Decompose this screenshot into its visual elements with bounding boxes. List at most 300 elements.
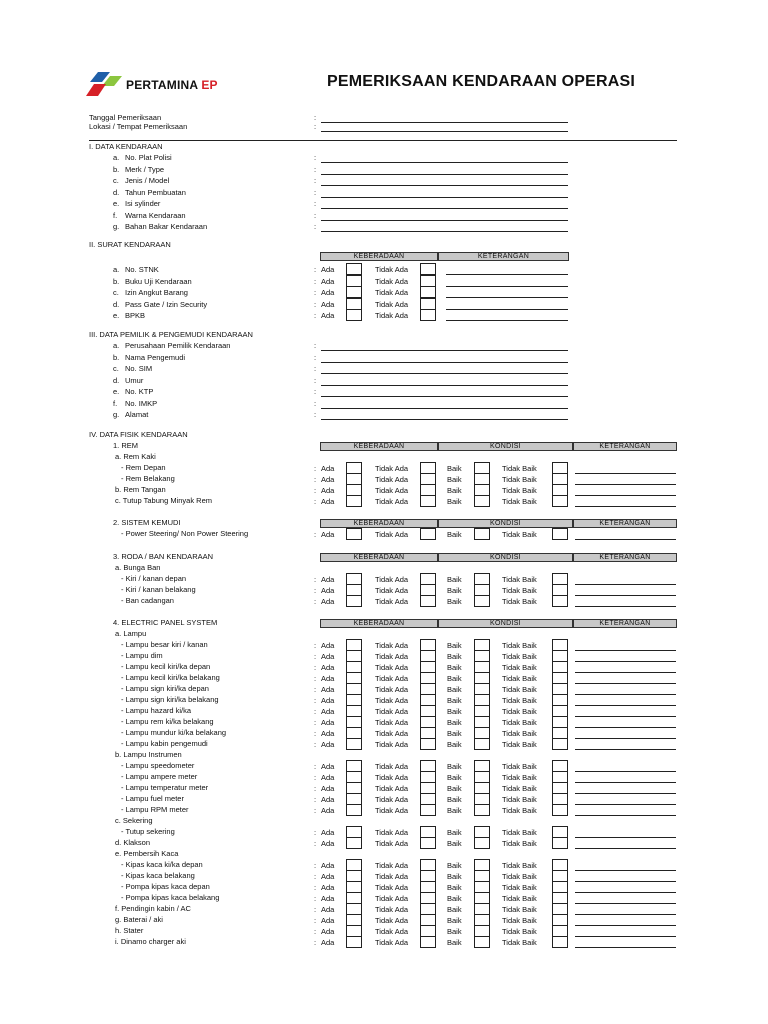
field-letter: c. [113,364,119,373]
option-tidak-ada: Tidak Ada [375,685,409,694]
option-baik: Baik [447,795,462,804]
colon: : [314,740,317,749]
keterangan-line[interactable] [575,848,676,849]
section-title-data-fisik: IV. DATA FISIK KENDARAAN [89,430,188,439]
field-input-line[interactable] [321,362,568,363]
option-tidak-ada: Tidak Ada [375,828,409,837]
sub-item-label: - Lampu fuel meter [121,794,184,803]
field-input-line[interactable] [321,185,568,186]
item-label: h. Stater [115,926,144,935]
option-baik: Baik [447,927,462,936]
option-ada: Ada [321,641,335,650]
checkbox-baik[interactable] [474,528,490,540]
header-keberadaan: KEBERADAAN [320,442,438,451]
field-input-line[interactable] [321,396,568,397]
option-ada: Ada [321,497,335,506]
sub-item-label: - Lampu kabin pengemudi [121,739,208,748]
colon: : [314,861,317,870]
option-tidak-baik: Tidak Baik [502,663,537,672]
field-label: Izin Angkut Barang [125,288,188,297]
keterangan-line[interactable] [575,727,676,728]
divider [89,140,677,141]
keterangan-line[interactable] [575,539,676,540]
item-label: c. Tutup Tabung Minyak Rem [115,496,212,505]
option-ada: Ada [321,265,335,274]
option-tidak-ada: Tidak Ada [375,265,409,274]
section-title-data-pemilik: III. DATA PEMILIK & PENGEMUDI KENDARAAN [89,330,253,339]
option-tidak-baik: Tidak Baik [502,641,537,650]
option-ada: Ada [321,718,335,727]
keterangan-line[interactable] [575,705,676,706]
sub-item-label: - Lampu hazard ki/ka [121,706,192,715]
option-baik: Baik [447,916,462,925]
option-baik: Baik [447,497,462,506]
colon: : [314,199,317,208]
option-tidak-baik: Tidak Baik [502,861,537,870]
checkbox-tidak-ada[interactable] [420,286,436,298]
colon: : [314,222,317,231]
field-label: No. KTP [125,387,154,396]
option-baik: Baik [447,486,462,495]
keterangan-line[interactable] [575,771,676,772]
option-tidak-baik: Tidak Baik [502,806,537,815]
colon: : [314,311,317,320]
option-baik: Baik [447,674,462,683]
field-label: No. SIM [125,364,153,373]
field-input-line[interactable] [321,350,568,351]
checkbox-tidak-baik[interactable] [552,738,568,750]
colon: : [314,210,317,220]
option-ada: Ada [321,464,335,473]
option-ada: Ada [321,475,335,484]
keterangan-line[interactable] [446,274,568,275]
option-baik: Baik [447,597,462,606]
option-tidak-baik: Tidak Baik [502,773,537,782]
keterangan-line[interactable] [446,297,568,298]
colon: : [314,795,317,804]
option-tidak-baik: Tidak Baik [502,839,537,848]
sub-item-label: - Lampu sign kiri/ka belakang [121,695,219,704]
field-input-line[interactable] [321,122,568,123]
option-tidak-ada: Tidak Ada [375,806,409,815]
colon: : [314,387,317,396]
checkbox-baik[interactable] [474,595,490,607]
checkbox-tidak-baik[interactable] [552,528,568,540]
checkbox-ada[interactable] [346,275,362,287]
field-letter: d. [113,299,120,309]
checkbox-ada[interactable] [346,837,362,849]
option-ada: Ada [321,795,335,804]
option-tidak-baik: Tidak Baik [502,795,537,804]
keterangan-line[interactable] [575,903,676,904]
keterangan-line[interactable] [575,914,676,915]
option-tidak-baik: Tidak Baik [502,497,537,506]
option-tidak-ada: Tidak Ada [375,861,409,870]
option-ada: Ada [321,729,335,738]
checkbox-ada[interactable] [346,263,362,275]
option-ada: Ada [321,861,335,870]
option-tidak-ada: Tidak Ada [375,795,409,804]
colon: : [314,839,317,848]
checkbox-ada[interactable] [346,286,362,298]
checkbox-tidak-baik[interactable] [552,837,568,849]
colon: : [314,685,317,694]
header-kondisi: KONDISI [438,553,573,562]
checkbox-tidak-ada[interactable] [420,595,436,607]
option-tidak-ada: Tidak Ada [375,597,409,606]
option-tidak-ada: Tidak Ada [375,707,409,716]
top-field-label: Lokasi / Tempat Pemeriksaan [89,122,188,131]
option-baik: Baik [447,696,462,705]
option-ada: Ada [321,894,335,903]
logo-text [126,78,218,92]
option-tidak-baik: Tidak Baik [502,674,537,683]
option-ada: Ada [321,740,335,749]
sub-item-label: - Power Steering/ Non Power Steering [121,529,249,538]
keterangan-line[interactable] [575,650,676,651]
option-tidak-ada: Tidak Ada [375,497,409,506]
option-ada: Ada [321,311,335,320]
field-input-line[interactable] [321,419,568,420]
option-tidak-ada: Tidak Ada [375,718,409,727]
option-baik: Baik [447,740,462,749]
item-label: b. Rem Tangan [115,485,166,494]
option-ada: Ada [321,872,335,881]
field-label: Bahan Bakar Kendaraan [125,222,208,231]
option-baik: Baik [447,773,462,782]
field-label: Merk / Type [125,164,165,174]
keterangan-line[interactable] [575,870,676,871]
group-title: 1. REM [113,441,139,450]
sub-item-label: - Ban cadangan [121,596,174,605]
option-ada: Ada [321,288,335,297]
option-baik: Baik [447,718,462,727]
keterangan-line[interactable] [575,881,676,882]
colon: : [314,299,317,309]
option-tidak-ada: Tidak Ada [375,663,409,672]
checkbox-baik[interactable] [474,936,490,948]
checkbox-ada[interactable] [346,738,362,750]
colon: : [314,905,317,914]
checkbox-ada[interactable] [346,298,362,310]
field-label: Nama Pengemudi [125,352,186,362]
checkbox-tidak-ada[interactable] [420,936,436,948]
option-tidak-baik: Tidak Baik [502,784,537,793]
sub-item-label: - Kipas kaca ki/ka depan [121,860,203,869]
keterangan-line[interactable] [575,837,676,838]
checkbox-tidak-baik[interactable] [552,936,568,948]
option-baik: Baik [447,861,462,870]
option-baik: Baik [447,707,462,716]
checkbox-tidak-baik[interactable] [552,804,568,816]
sub-item-label: - Pompa kipas kaca depan [121,882,210,891]
option-tidak-ada: Tidak Ada [375,696,409,705]
checkbox-tidak-ada[interactable] [420,738,436,750]
colon: : [314,729,317,738]
keterangan-line[interactable] [575,782,676,783]
keterangan-line[interactable] [575,738,676,739]
item-label: d. Klakson [115,838,151,847]
field-letter: b. [113,164,120,174]
colon: : [314,894,317,903]
colon: : [314,164,317,174]
field-label: No. STNK [125,265,159,274]
option-ada: Ada [321,486,335,495]
field-label: BPKB [125,311,146,320]
option-tidak-ada: Tidak Ada [375,276,409,286]
keterangan-line[interactable] [575,683,676,684]
field-input-line[interactable] [321,197,568,198]
keterangan-line[interactable] [575,793,676,794]
option-tidak-ada: Tidak Ada [375,905,409,914]
option-ada: Ada [321,927,335,936]
checkbox-baik[interactable] [474,738,490,750]
sub-item-label: - Rem Depan [121,463,166,472]
keterangan-line[interactable] [575,925,676,926]
checkbox-ada[interactable] [346,804,362,816]
checkbox-ada[interactable] [346,595,362,607]
option-ada: Ada [321,663,335,672]
option-baik: Baik [447,729,462,738]
keterangan-line[interactable] [575,584,676,585]
option-tidak-baik: Tidak Baik [502,905,537,914]
field-label: Pass Gate / Izin Security [125,299,208,309]
keterangan-line[interactable] [575,716,676,717]
page-title: PEMERIKSAAN KENDARAAN OPERASI [327,73,636,90]
keterangan-line[interactable] [446,309,568,310]
option-tidak-baik: Tidak Baik [502,762,537,771]
option-baik: Baik [447,762,462,771]
checkbox-ada[interactable] [346,309,362,321]
header-keterangan: KETERANGAN [573,619,677,628]
colon: : [314,497,317,506]
option-ada: Ada [321,938,335,947]
sub-item-label: - Lampu temperatur meter [121,783,209,792]
colon: : [314,153,317,162]
keterangan-line[interactable] [575,749,676,750]
colon: : [314,475,317,484]
option-tidak-ada: Tidak Ada [375,784,409,793]
keterangan-line[interactable] [575,947,676,948]
checkbox-tidak-ada[interactable] [420,804,436,816]
option-tidak-baik: Tidak Baik [502,894,537,903]
keterangan-line[interactable] [575,694,676,695]
option-baik: Baik [447,894,462,903]
field-input-line[interactable] [321,408,568,409]
option-ada: Ada [321,762,335,771]
option-tidak-ada: Tidak Ada [375,288,409,297]
option-tidak-baik: Tidak Baik [502,916,537,925]
checkbox-tidak-ada[interactable] [420,837,436,849]
field-label: Perusahaan Pemilik Kendaraan [125,341,231,350]
item-label: f. Pendingin kabin / AC [115,904,191,913]
checkbox-tidak-ada[interactable] [420,528,436,540]
item-label: a. Rem Kaki [115,452,156,461]
colon: : [314,288,317,297]
field-label: Tahun Pembuatan [125,187,186,197]
colon: : [314,927,317,936]
option-baik: Baik [447,641,462,650]
field-letter: b. [113,352,120,362]
option-ada: Ada [321,905,335,914]
option-tidak-baik: Tidak Baik [502,486,537,495]
sub-item-label: - Pompa kipas kaca belakang [121,893,220,902]
option-tidak-ada: Tidak Ada [375,839,409,848]
group-title: 2. SISTEM KEMUDI [113,518,181,527]
colon: : [314,663,317,672]
keterangan-line[interactable] [575,672,676,673]
option-baik: Baik [447,575,462,584]
option-tidak-baik: Tidak Baik [502,828,537,837]
colon: : [314,375,317,385]
colon: : [314,773,317,782]
field-input-line[interactable] [321,131,568,132]
field-input-line[interactable] [321,208,568,209]
keterangan-line[interactable] [575,595,676,596]
option-baik: Baik [447,685,462,694]
colon: : [314,122,317,131]
field-letter: d. [113,187,120,197]
option-ada: Ada [321,685,335,694]
colon: : [314,530,317,539]
colon: : [314,674,317,683]
option-baik: Baik [447,464,462,473]
option-ada: Ada [321,276,335,286]
field-letter: c. [113,176,119,185]
option-tidak-ada: Tidak Ada [375,641,409,650]
field-input-line[interactable] [321,220,568,221]
checkbox-tidak-ada[interactable] [420,263,436,275]
checkbox-tidak-ada[interactable] [420,495,436,507]
option-tidak-ada: Tidak Ada [375,883,409,892]
checkbox-ada[interactable] [346,936,362,948]
checkbox-tidak-ada[interactable] [420,298,436,310]
keterangan-line[interactable] [575,606,676,607]
checkbox-tidak-baik[interactable] [552,595,568,607]
keterangan-line[interactable] [575,473,676,474]
colon: : [314,352,317,362]
colon: : [314,828,317,837]
option-tidak-ada: Tidak Ada [375,575,409,584]
field-input-line[interactable] [321,385,568,386]
option-tidak-ada: Tidak Ada [375,475,409,484]
option-baik: Baik [447,806,462,815]
sub-item-label: - Tutup sekering [121,827,175,836]
checkbox-tidak-ada[interactable] [420,309,436,321]
colon: : [314,265,317,274]
colon: : [314,486,317,495]
colon: : [314,586,317,595]
field-letter: a. [113,341,120,350]
keterangan-line[interactable] [575,936,676,937]
top-field-label: Tanggal Pemeriksaan [89,113,162,122]
option-baik: Baik [447,839,462,848]
section-title-surat-kendaraan: II. SURAT KENDARAAN [89,240,171,249]
checkbox-ada[interactable] [346,528,362,540]
item-label: e. Pembersih Kaca [115,849,179,858]
keterangan-line[interactable] [575,804,676,805]
colon: : [314,176,317,185]
checkbox-baik[interactable] [474,804,490,816]
colon: : [314,187,317,197]
keterangan-line[interactable] [575,892,676,893]
option-ada: Ada [321,828,335,837]
keterangan-line[interactable] [575,484,676,485]
header-keberadaan: KEBERADAAN [320,553,438,562]
field-input-line[interactable] [321,174,568,175]
colon: : [314,883,317,892]
option-tidak-baik: Tidak Baik [502,586,537,595]
option-baik: Baik [447,586,462,595]
option-baik: Baik [447,905,462,914]
keterangan-line[interactable] [575,661,676,662]
option-tidak-baik: Tidak Baik [502,872,537,881]
field-label: Alamat [125,410,149,419]
keterangan-line[interactable] [446,320,568,321]
pertamina-ep-logo [84,70,244,98]
option-baik: Baik [447,938,462,947]
header-kondisi: KONDISI [438,519,573,528]
header-keterangan: KETERANGAN [573,442,677,451]
field-input-line[interactable] [321,162,568,163]
option-baik: Baik [447,475,462,484]
option-tidak-ada: Tidak Ada [375,674,409,683]
group-title: 4. ELECTRIC PANEL SYSTEM [113,618,218,627]
sub-item-label: - Lampu dim [121,651,163,660]
option-tidak-baik: Tidak Baik [502,685,537,694]
option-tidak-baik: Tidak Baik [502,575,537,584]
colon: : [314,762,317,771]
field-input-line[interactable] [321,373,568,374]
keterangan-line[interactable] [575,506,676,507]
sub-item-label: - Lampu kecil kiri/ka belakang [121,673,220,682]
option-ada: Ada [321,652,335,661]
item-label: a. Lampu [115,629,147,638]
field-input-line[interactable] [321,231,568,232]
option-ada: Ada [321,575,335,584]
checkbox-baik[interactable] [474,495,490,507]
logo-suffix: EP [201,78,218,92]
checkbox-tidak-ada[interactable] [420,275,436,287]
colon: : [314,341,317,350]
sub-item-label: - Lampu mundur ki/ka belakang [121,728,227,737]
header-keberadaan: KEBERADAAN [320,519,438,528]
pertamina-logo-icon [84,70,124,98]
checkbox-tidak-baik[interactable] [552,495,568,507]
field-label: No. Plat Polisi [125,153,172,162]
item-label: a. Bunga Ban [115,563,161,572]
header-keterangan: KETERANGAN [573,519,677,528]
checkbox-ada[interactable] [346,495,362,507]
keterangan-line[interactable] [575,495,676,496]
checkbox-baik[interactable] [474,837,490,849]
keterangan-line[interactable] [446,286,568,287]
sub-item-label: - Rem Belakang [121,474,175,483]
item-label: g. Baterai / aki [115,915,163,924]
option-tidak-baik: Tidak Baik [502,740,537,749]
field-letter: d. [113,375,120,385]
colon: : [314,641,317,650]
sub-item-label: - Lampu sign kiri/ka depan [121,684,209,693]
item-label: c. Sekering [115,816,153,825]
field-letter: g. [113,410,120,419]
option-ada: Ada [321,784,335,793]
colon: : [314,916,317,925]
keterangan-line[interactable] [575,815,676,816]
sub-item-label: - Lampu kecil kiri/ka depan [121,662,211,671]
item-label: i. Dinamo charger aki [115,937,186,946]
colon: : [314,597,317,606]
